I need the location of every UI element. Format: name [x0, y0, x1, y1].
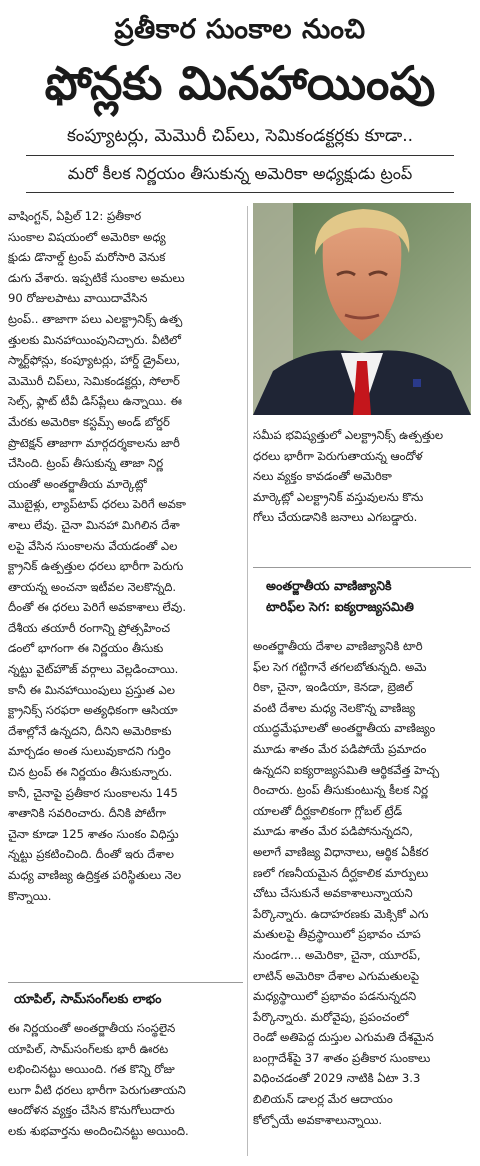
article-body-left: వాషింగ్టన్, ఏప్రిల్ 12: ప్రతీకార సుంకాల విషయంలో అమెరికా అధ్య క్షుడు డొనాల్డ్ ట్రంప్ మరోసారి వెనుక డుగు వేశారు. ఇప్పటికే సుంకాల అమలు 90 రోజులపాటు వాయిదావేసిన ట్రంప్.. తాజాగా పలు ఎలక్ట్రానిక్స్ ఉత్ప త్తులకు మినహాయింపునిచ్చారు. వీటిలో స్మార్ట్‌ఫోన్లు, కంప్యూటర్లు, హార్డ్ డ్రైవ్‌లు, మెమొరీ చిప్‌లు, సెమికండక్టర్లు, సోలార్ సెల్స్, ఫ్లాట్ టీవీ డిస్‌ప్లేలు ఉన్నాయి. ఈ మేరకు అమెరికా కస్టమ్స్ అండ్ బోర్డర్ ప్రొటెక్షన్ తాజాగా మార్గదర్శకాలను జారీ చేసింది. ట్రంప్ తీసుకున్న తాజా నిర్ణ యంతో అంతర్జాతీయ మార్కెట్లో మొబైళ్లు, ల్యాప్‌టాప్ ధరలు పెరిగే అవకా శాలు లేవు. చైనా మినహా మిగిలిన దేశా లపై వేసిన సుంకాలను వేయడంతో ఎల క్ట్రానిక్ ఉత్పత్తుల ధరలు భారీగా పెరుగు తాయన్న అంచనా ఇటీవల నెలకొన్నది. దీంతో ఈ ధరలు పెరిగే అవకాశాలు లేవు. దేశీయ తయారీ రంగాన్ని ప్రోత్సహించ డంలో భాగంగా ఈ నిర్ణయం తీసుకు న్నట్టు వైట్‌హౌజ్ వర్గాలు వెల్లడించాయి. కానీ ఈ మినహాయింపులు ప్రస్తుత ఎల క్ట్రానిక్స్ సరఫరా అత్యధికంగా ఆసియా దేశాల్లోనే ఉన్నదని, దీనిని అమెరికాకు మార్చడం అంత సులువుకాదని గుర్తిం చిన ట్రంప్ ఈ నిర్ణయం తీసుకున్నారు. కానీ, చైనాపై ప్రతీకార సుంకాలను 145 శాతానికి సవరించారు. దీనికి పోటీగా చైనా కూడా 125 శాతం సుంకం విధిస్తు న్నట్టు ప్రకటించింది. దీంతో ఇరు దేశాల మధ్య వాణిజ్య ఉద్రిక్తత పరిస్థితులు నెల కొన్నాయి.: [8, 209, 187, 903]
strap-rule: [26, 192, 454, 193]
portrait-photo: [253, 203, 471, 415]
article-body-right-bottom: అంతర్జాతీయ దేశాల వాణిజ్యానికి టారి ఫ్‌ల సెగ గట్టిగానే తగలబోతున్నది. అమె రికా, చైనా, ఇండియా, కెనడా, బ్రెజిల్ వంటి దేశాల మధ్య నెలకొన్న వాణిజ్య యుద్ధమేఘాలతో అంతర్జాతీయ వాణిజ్యం మూడు శాతం మేర పడిపోయే ప్రమాదం ఉన్నదని ఐక్యరాజ్యసమితి ఆర్థికవేత్త హెచ్చ రించారు. ట్రంప్ తీసుకుంటున్న కీలక నిర్ణ యాలతో దీర్ఘకాలికంగా గ్లోబల్ ట్రేడ్ మూడు శాతం మేర పడిపోనున్నదని, అలాగే వాణిజ్య విధానాలు, ఆర్థిక ఏకీకర ణలో గణనీయమైన దీర్ఘకాలిక మార్పులు చోటు చేసుకునే అవకాశాలున్నాయని పేర్కొన్నారు. ఉదాహరణకు మెక్సికో ఎగు మతులపై తీవ్రస్థాయిలో ప్రభావం చూప నుండగా... అమెరికా, చైనా, యూరప్, లాటిన్ అమెరికా దేశాల ఎగుమతులపై మధ్యస్థాయిలో ప్రభావం పడనున్నదని పేర్కొన్నారు. మరోవైపు, ప్రపంచంలో రెండో అతిపెద్ద దుస్తుల ఎగుమతి దేశమైన బంగ్లాదేశ్‌పై 37 శాతం ప్రతీకార సుంకాలు విధించడంతో 2029 నాటికి ఏటా 3.3 బిలియన్ డాలర్ల మేర ఆదాయం కోల్పోయే అవకాశాలున్నాయి.: [253, 639, 440, 1127]
article-photo: [253, 203, 471, 415]
headline-strap: మరో కీలక నిర్ణయం తీసుకున్న అమెరికా అధ్యక్షుడు ట్రంప్: [67, 164, 413, 183]
article-body-left-tail: ఈ నిర్ణయంతో అంతర్జాతీయ సంస్థలైన యాపిల్, సామ్‌సంగ్‌లకు భారీ ఊరట లభించినట్టు అయింది. గత కొన్ని రోజు లుగా వీటి ధరలు భారీగా పెరుగుతాయని ఆందోళన వ్యక్తం చేసిన కొనుగోలుదారు లకు శుభవార్తను అందించినట్టు అయింది.: [8, 1021, 189, 1138]
left-subhead-rule: [8, 982, 243, 983]
deck-rule: [26, 155, 454, 156]
headline-main: ఫోన్లకు మినహాయింపు: [44, 56, 436, 110]
column-divider: [247, 206, 248, 1156]
right-subhead-rule: [253, 567, 471, 568]
right-subhead: అంతర్జాతీయ వాణిజ్యానికి టారిఫ్‌ల సెగ: ఐక్యరాజ్యసమితి: [266, 578, 414, 614]
headline-kicker: ప్రతీకార సుంకాల నుంచి: [114, 14, 366, 45]
headline-deck: కంప్యూటర్లు, మెమొరీ చిప్‌లు, సెమికండక్టర్లకు కూడా..: [66, 126, 414, 146]
left-subhead: యాపిల్, సామ్‌సంగ్‌లకు లాభం: [14, 991, 162, 1006]
article-body-right-top: సమీప భవిష్యత్తులో ఎలక్ట్రానిక్స్ ఉత్పత్తుల ధరలు భారీగా పెరుగుతాయన్న ఆందోళ నలు వ్యక్తం కావడంతో అమెరికా మార్కెట్లో ఎలక్ట్రానిక్ వస్తువులను కొను గోలు చేయడానికి జనాలు ఎగబడ్డారు.: [253, 428, 444, 525]
